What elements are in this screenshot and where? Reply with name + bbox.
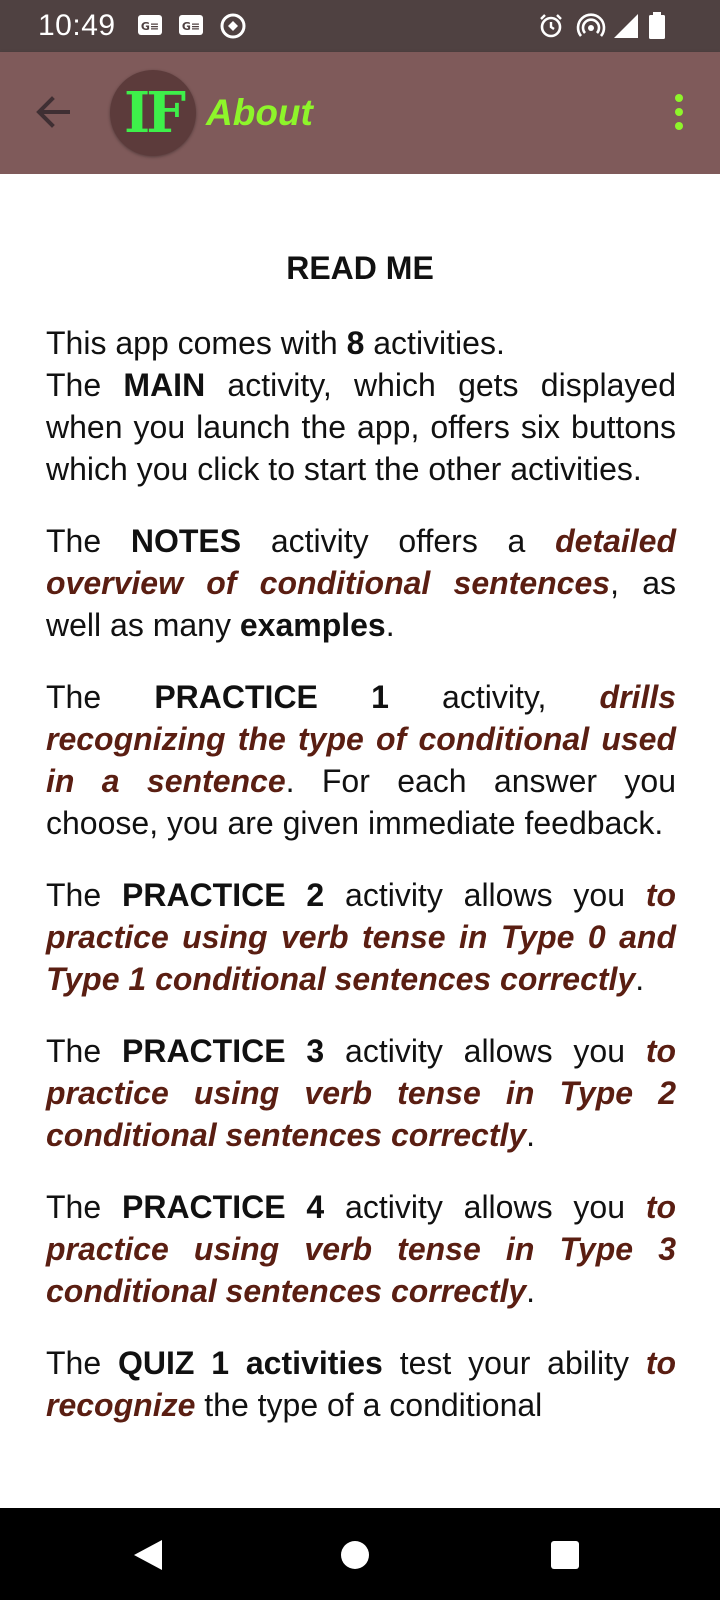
ge-news-icon <box>137 12 163 43</box>
overflow-menu-icon <box>664 92 694 134</box>
svg-text:G≡: G≡ <box>181 20 201 33</box>
about-text <box>46 322 676 1456</box>
paragraph-practice-4: The PRACTICE 4 activity allows you to practice using verb tense in Type 3 conditional sentences correctly. <box>46 1189 677 1309</box>
navigation-bar <box>0 1508 720 1600</box>
overflow-menu-button[interactable] <box>664 92 694 134</box>
signal-icon <box>612 12 640 45</box>
app-logo-text: IF <box>124 80 182 146</box>
about-content[interactable] <box>0 174 720 1508</box>
arrow-back-icon <box>30 92 80 132</box>
app-bar <box>0 52 720 174</box>
paragraph-practice-1: The PRACTICE 1 activity, drills recognizing the type of conditional used in a sentence. For each answer you choose, you are given immediate feedback. <box>46 679 677 841</box>
page-title: About <box>206 92 313 133</box>
battery-icon <box>648 12 666 45</box>
back-button[interactable] <box>30 92 80 132</box>
app-logo <box>110 70 196 156</box>
svg-text:G≡: G≡ <box>140 20 160 33</box>
status-time: 10:49 <box>38 9 116 42</box>
paragraph-quiz-1: The QUIZ 1 activities test your ability to recognize the type of a conditional <box>46 1345 677 1423</box>
hotspot-icon <box>576 12 606 45</box>
ge-news-icon <box>178 12 204 43</box>
alarm-icon <box>537 12 565 45</box>
home-circle-icon[interactable] <box>340 1540 370 1570</box>
read-me-heading: READ ME <box>286 250 434 286</box>
status-bar <box>0 0 720 52</box>
paragraph-notes: The NOTES activity offers a detailed overview of conditional sentences, as well as many examples. <box>46 523 677 643</box>
do-not-disturb-icon <box>219 12 247 45</box>
back-triangle-icon[interactable] <box>128 1538 168 1572</box>
paragraph-intro: This app comes with 8 activities. The MAIN activity, which gets displayed when you launch the app, offers six buttons which you click to start the other activities. <box>46 325 677 487</box>
paragraph-practice-3: The PRACTICE 3 activity allows you to practice using verb tense in Type 2 conditional sentences correctly. <box>46 1033 677 1153</box>
recents-square-icon[interactable] <box>550 1540 580 1570</box>
paragraph-practice-2: The PRACTICE 2 activity allows you to practice using verb tense in Type 0 and Type 1 conditional sentences correctly. <box>46 877 677 997</box>
